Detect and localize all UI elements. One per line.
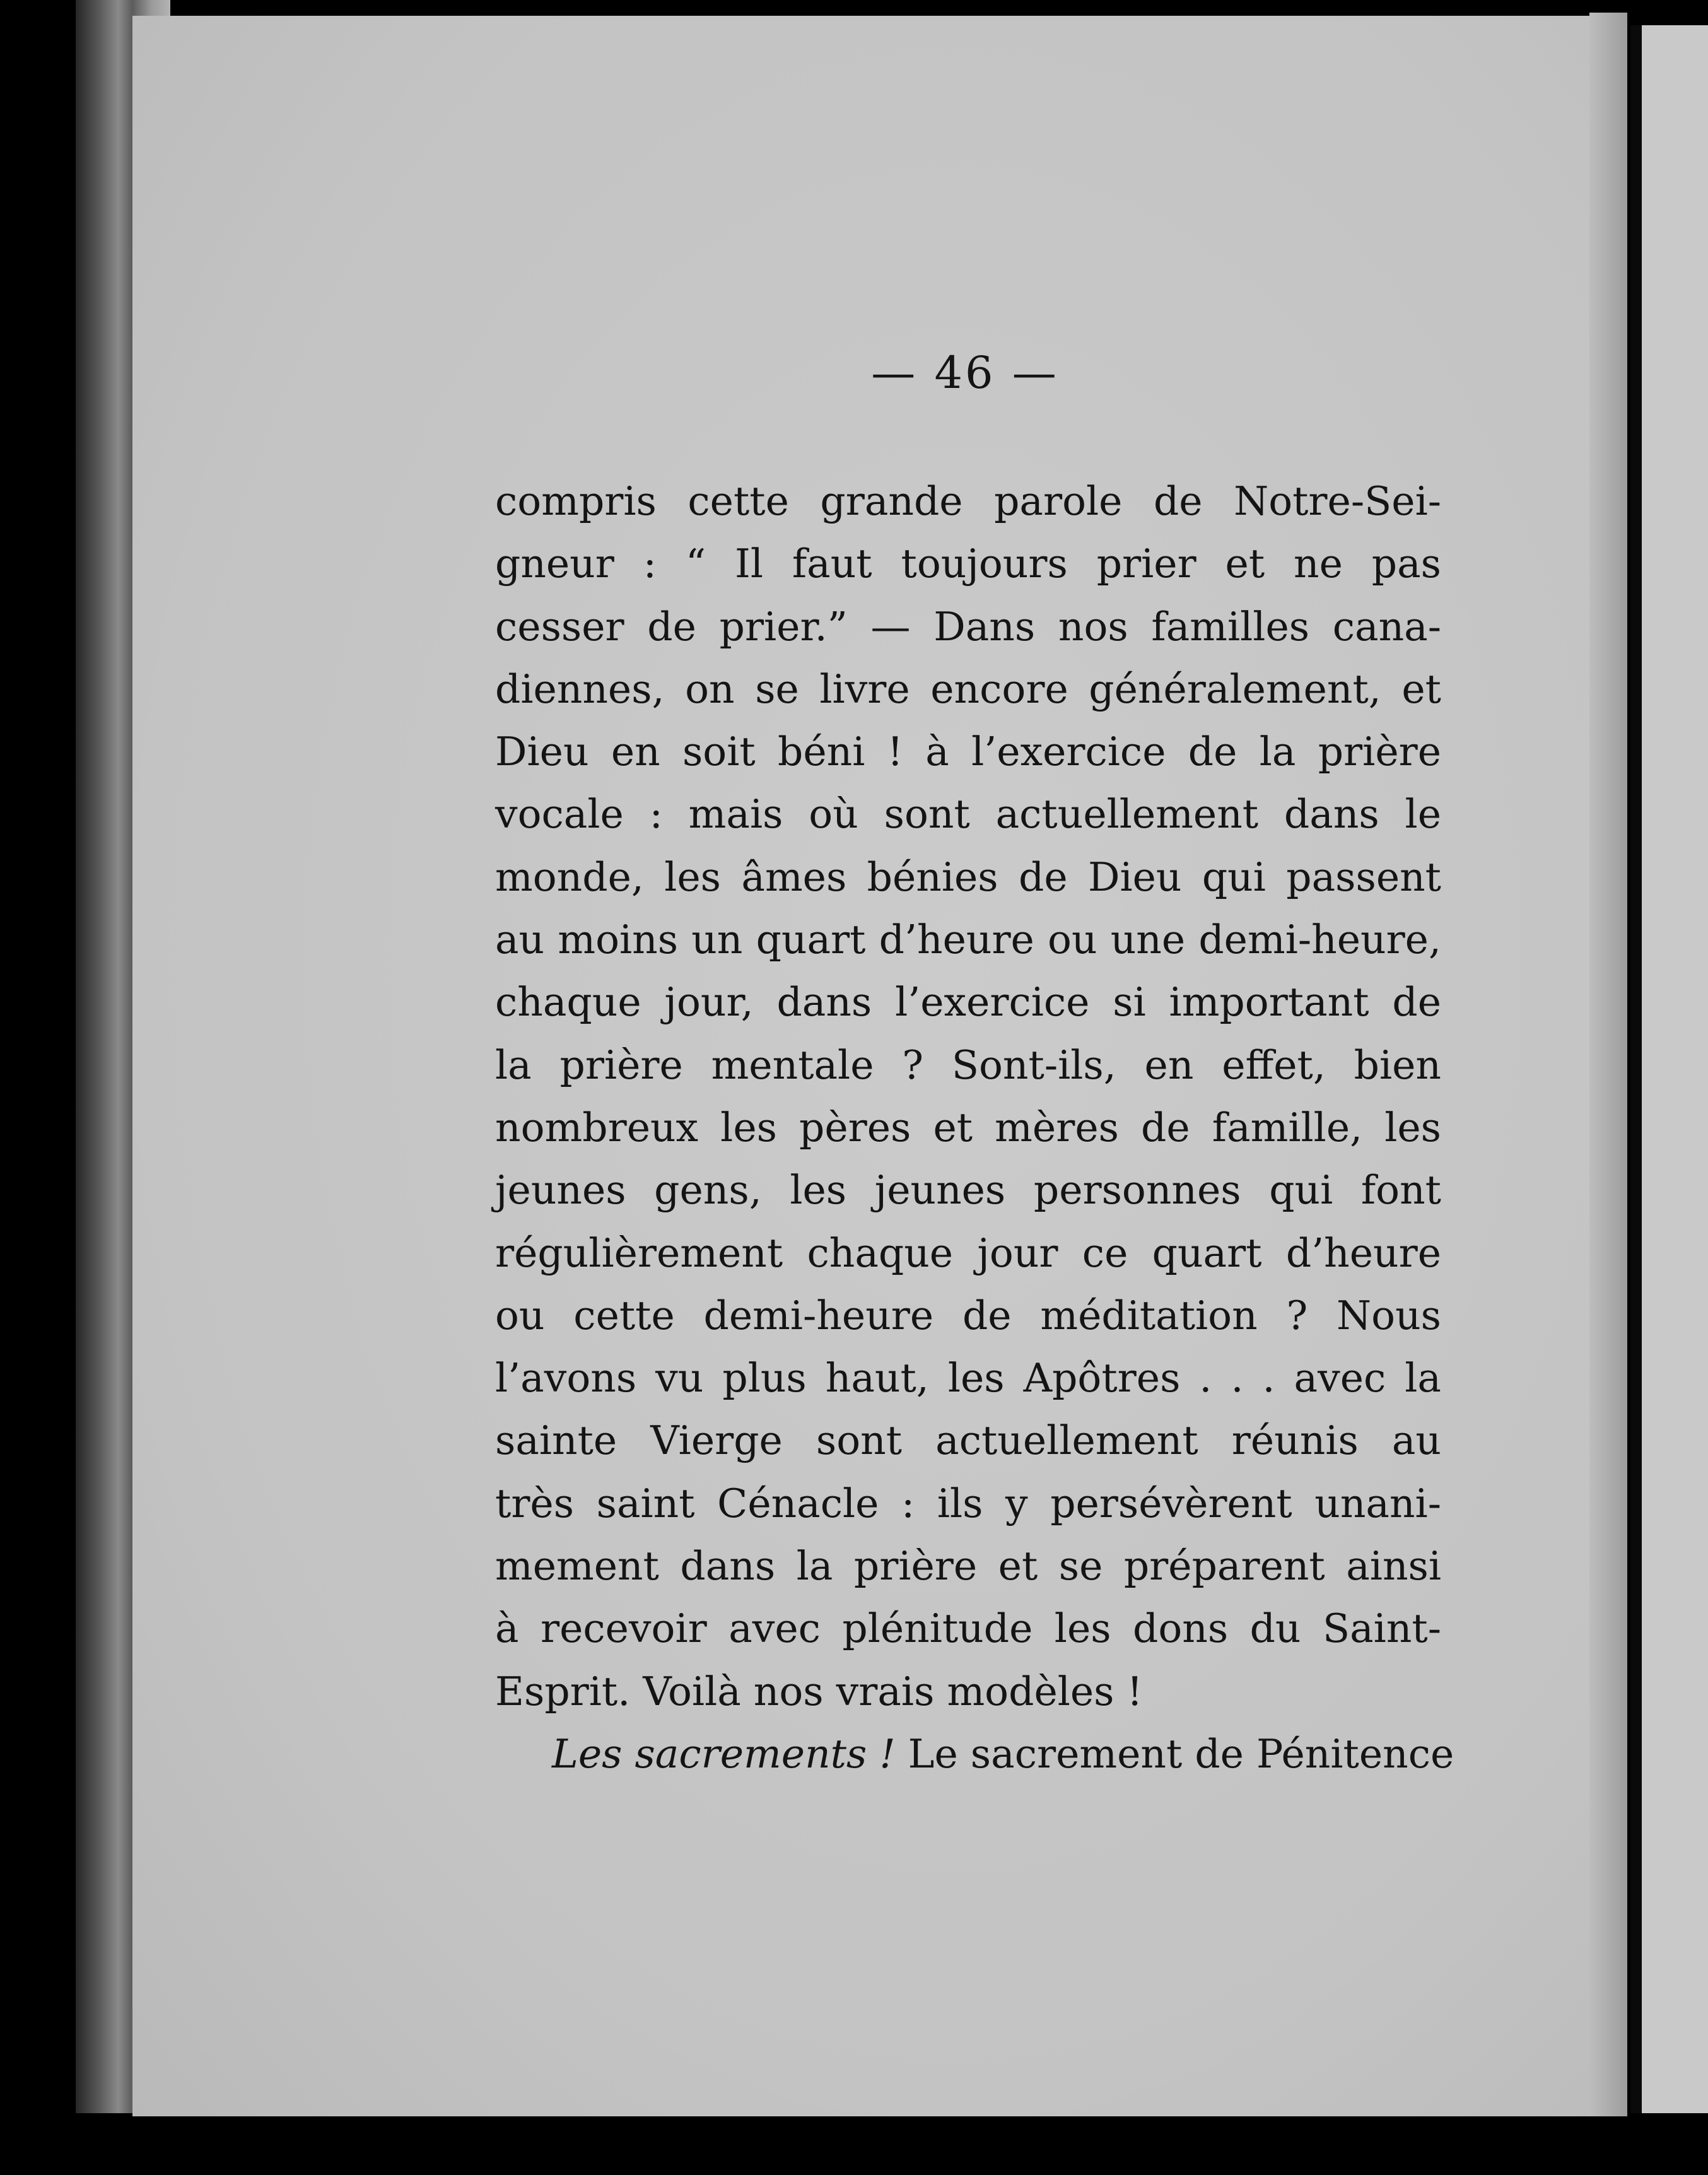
text-line: l’avons vu plus haut, les Apôtres . . . avec la xyxy=(495,1355,1441,1402)
text-line: jeunes gens, les jeunes personnes qui font xyxy=(495,1167,1441,1214)
text-line: monde, les âmes bénies de Dieu qui passent xyxy=(495,853,1441,900)
text-line: très saint Cénacle : ils y persévèrent unani- xyxy=(495,1480,1441,1527)
text-line: gneur : “ Il faut toujours prier et ne pas xyxy=(495,541,1441,587)
text-line: ou cette demi-heure de méditation ? Nous xyxy=(495,1292,1441,1339)
text-line: chaque jour, dans l’exercice si important de xyxy=(495,979,1441,1026)
text-line: cesser de prier.” — Dans nos familles cana- xyxy=(495,603,1441,650)
italic-heading-phrase: Les sacrements ! xyxy=(552,1730,896,1777)
text-line: Dieu en soit béni ! à l’exercice de la prière xyxy=(495,729,1441,775)
text-run: Le sacrement de Pénitence xyxy=(895,1730,1454,1777)
text-line: la prière mentale ? Sont-ils, en effet, bien xyxy=(495,1041,1441,1088)
facing-page-edge xyxy=(1642,25,1708,2113)
text-line: compris cette grande parole de Notre-Sei- xyxy=(495,478,1441,524)
book-gutter xyxy=(1630,25,1642,2113)
text-line: à recevoir avec plénitude les dons du Saint- xyxy=(495,1605,1441,1652)
text-line: Esprit. Voilà nos vrais modèles ! xyxy=(495,1668,1143,1715)
text-line: au moins un quart d’heure ou une demi-heure, xyxy=(495,917,1441,963)
page-number: — 46 — xyxy=(871,347,1059,399)
text-line: diennes, on se livre encore généralement, et xyxy=(495,665,1441,712)
text-line: régulièrement chaque jour ce quart d’heure xyxy=(495,1229,1441,1276)
paragraph-start-line xyxy=(495,1723,1454,1785)
text-line: vocale : mais où sont actuellement dans le xyxy=(495,791,1441,838)
text-line: mement dans la prière et se préparent ainsi xyxy=(495,1543,1441,1590)
text-line: sainte Vierge sont actuellement réunis au xyxy=(495,1417,1441,1464)
body-text xyxy=(495,470,1454,1785)
page-fold-shadow xyxy=(1589,13,1627,2119)
scan-border-bottom xyxy=(0,2116,1708,2175)
text-line: nombreux les pères et mères de famille, les xyxy=(495,1104,1441,1151)
